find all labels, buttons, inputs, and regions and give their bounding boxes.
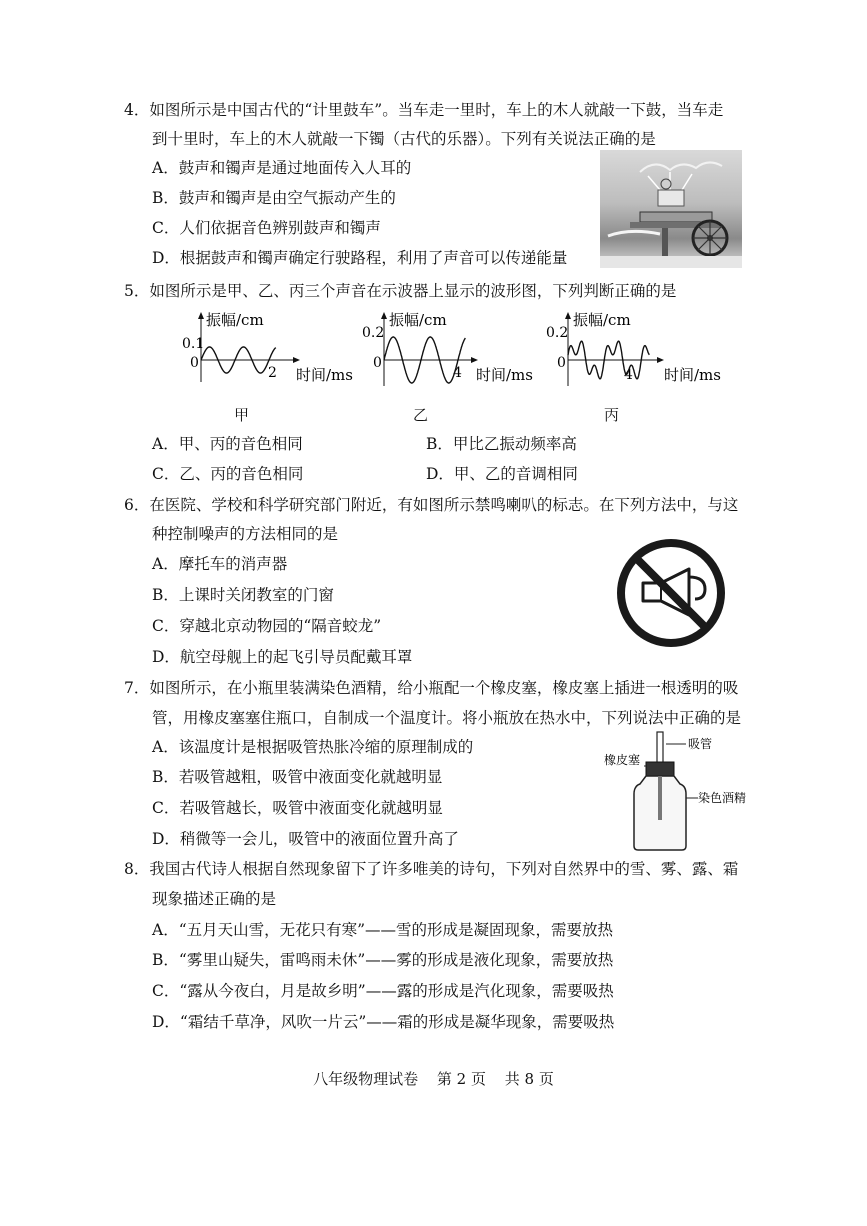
- wave-figure-jia: [168, 310, 358, 394]
- q7-option-c: C．若吸管越长，吸管中液面变化就越明显: [152, 799, 443, 817]
- y-axis-arrow: [565, 312, 571, 319]
- q4-option-a: A．鼓声和镯声是通过地面传入人耳的: [152, 159, 412, 177]
- no-horn-sign-icon: [615, 537, 727, 649]
- drum-cart-photo: [600, 150, 742, 268]
- waveform-bing-svg: [540, 310, 730, 390]
- x-axis-arrow: [657, 357, 664, 363]
- y-axis-label: 振幅/cm: [206, 311, 264, 329]
- q6-stem-line1: 6．在医院、学校和科学研究部门附近，有如图所示禁鸣喇叭的标志。在下列方法中，与这: [124, 496, 739, 514]
- q6-option-d: D．航空母舰上的起飞引导员配戴耳罩: [152, 648, 413, 666]
- q7-stem-line1: 7．如图所示，在小瓶里装满染色酒精，给小瓶配一个橡皮塞，橡皮塞上插进一根透明的吸: [124, 679, 739, 697]
- q6-option-b: B．上课时关闭教室的门窗: [152, 586, 334, 604]
- q4-option-d: D．根据鼓声和镯声确定行驶路程，利用了声音可以传递能量: [152, 249, 568, 267]
- q4-option-c: C．人们依据音色辨别鼓声和镯声: [152, 219, 381, 237]
- page-footer: [0, 1068, 867, 1089]
- q5-option-b: B．甲比乙振动频率高: [426, 435, 577, 453]
- footer-page-number: 第 2 页: [436, 1070, 486, 1088]
- q8-option-b: B．“雾里山疑失，雷鸣雨未休”——雾的形成是液化现象，需要放热: [152, 951, 614, 969]
- waveform-jia-svg: [168, 310, 358, 390]
- bottle-thermometer-diagram: [600, 728, 770, 854]
- y-axis-label: 振幅/cm: [389, 311, 447, 329]
- x-tick-label: 2: [268, 365, 277, 381]
- x-tick-label: 4: [624, 367, 633, 383]
- x-tick-label: 4: [453, 365, 462, 381]
- stopper-label: 橡皮塞: [604, 753, 641, 767]
- wave-caption-jia: 甲: [234, 406, 250, 424]
- q4-stem-line2: 到十里时，车上的木人就敲一下镯（古代的乐器）。下列有关说法正确的是: [152, 130, 656, 148]
- q4-option-b: B．鼓声和镯声是由空气振动产生的: [152, 189, 396, 207]
- x-axis-label: 时间/ms: [296, 366, 353, 384]
- q8-option-a: A．“五月天山雪，无花只有寒”——雪的形成是凝固现象，需要放热: [152, 921, 614, 939]
- y-axis-arrow: [198, 312, 204, 319]
- y-tick-label: 0.2: [546, 325, 569, 341]
- footer-total-pages: 共 8 页: [504, 1070, 554, 1088]
- wave-figure-bing: [540, 310, 730, 394]
- x-axis-arrow: [293, 357, 300, 363]
- straw-label: 吸管: [688, 737, 713, 751]
- rubber-stopper: [646, 762, 674, 776]
- origin-label: 0: [557, 355, 566, 371]
- q5-stem: 5．如图所示是甲、乙、丙三个声音在示波器上显示的波形图，下列判断正确的是: [124, 282, 677, 300]
- alcohol-label: 染色酒精: [698, 791, 747, 805]
- x-axis-label: 时间/ms: [664, 366, 721, 384]
- y-axis-arrow: [381, 312, 387, 319]
- origin-label: 0: [373, 355, 382, 371]
- y-axis-label: 振幅/cm: [573, 311, 631, 329]
- q5-option-d: D．甲、乙的音调相同: [426, 465, 578, 483]
- q6-option-a: A．摩托车的消声器: [152, 555, 288, 573]
- q7-stem-line2: 管，用橡皮塞塞住瓶口，自制成一个温度计。将小瓶放在热水中，下列说法中正确的是: [152, 709, 742, 727]
- y-tick-label: 0.2: [362, 325, 385, 341]
- q7-option-a: A．该温度计是根据吸管热胀冷缩的原理制成的: [152, 738, 474, 756]
- x-axis-arrow: [471, 357, 478, 363]
- q6-stem-line2: 种控制噪声的方法相同的是: [152, 525, 339, 543]
- q4-stem-line1: 4．如图所示是中国古代的“计里鼓车”。当车走一里时，车上的木人就敲一下鼓，当车走: [124, 101, 724, 119]
- q7-option-b: B．若吸管越粗，吸管中液面变化就越明显: [152, 768, 443, 786]
- q6-option-c: C．穿越北京动物园的“隔音蛟龙”: [152, 617, 382, 635]
- y-tick-label: 0.1: [182, 336, 205, 352]
- wave-caption-yi: 乙: [413, 406, 429, 424]
- wave-figure-yi: [356, 310, 546, 394]
- footer-title: 八年级物理试卷: [313, 1070, 419, 1088]
- origin-label: 0: [190, 355, 199, 371]
- waveform-yi-svg: [356, 310, 546, 390]
- q7-option-d: D．稍微等一会儿，吸管中的液面位置升高了: [152, 830, 459, 848]
- q8-option-d: D．“霜结千草净，风吹一片云”——霜的形成是凝华现象，需要吸热: [152, 1013, 615, 1031]
- q8-stem-line2: 现象描述正确的是: [152, 890, 277, 908]
- x-axis-label: 时间/ms: [476, 366, 533, 384]
- q5-option-c: C．乙、丙的音色相同: [152, 465, 304, 483]
- q8-stem-line1: 8．我国古代诗人根据自然现象留下了许多唯美的诗句，下列对自然界中的雪、雾、露、霜: [124, 860, 739, 878]
- q8-option-c: C．“露从今夜白，月是故乡明”——露的形成是汽化现象，需要吸热: [152, 982, 614, 1000]
- wave-caption-bing: 丙: [604, 406, 620, 424]
- q5-option-a: A．甲、丙的音色相同: [152, 435, 303, 453]
- drum-cart-illustration: [600, 150, 742, 268]
